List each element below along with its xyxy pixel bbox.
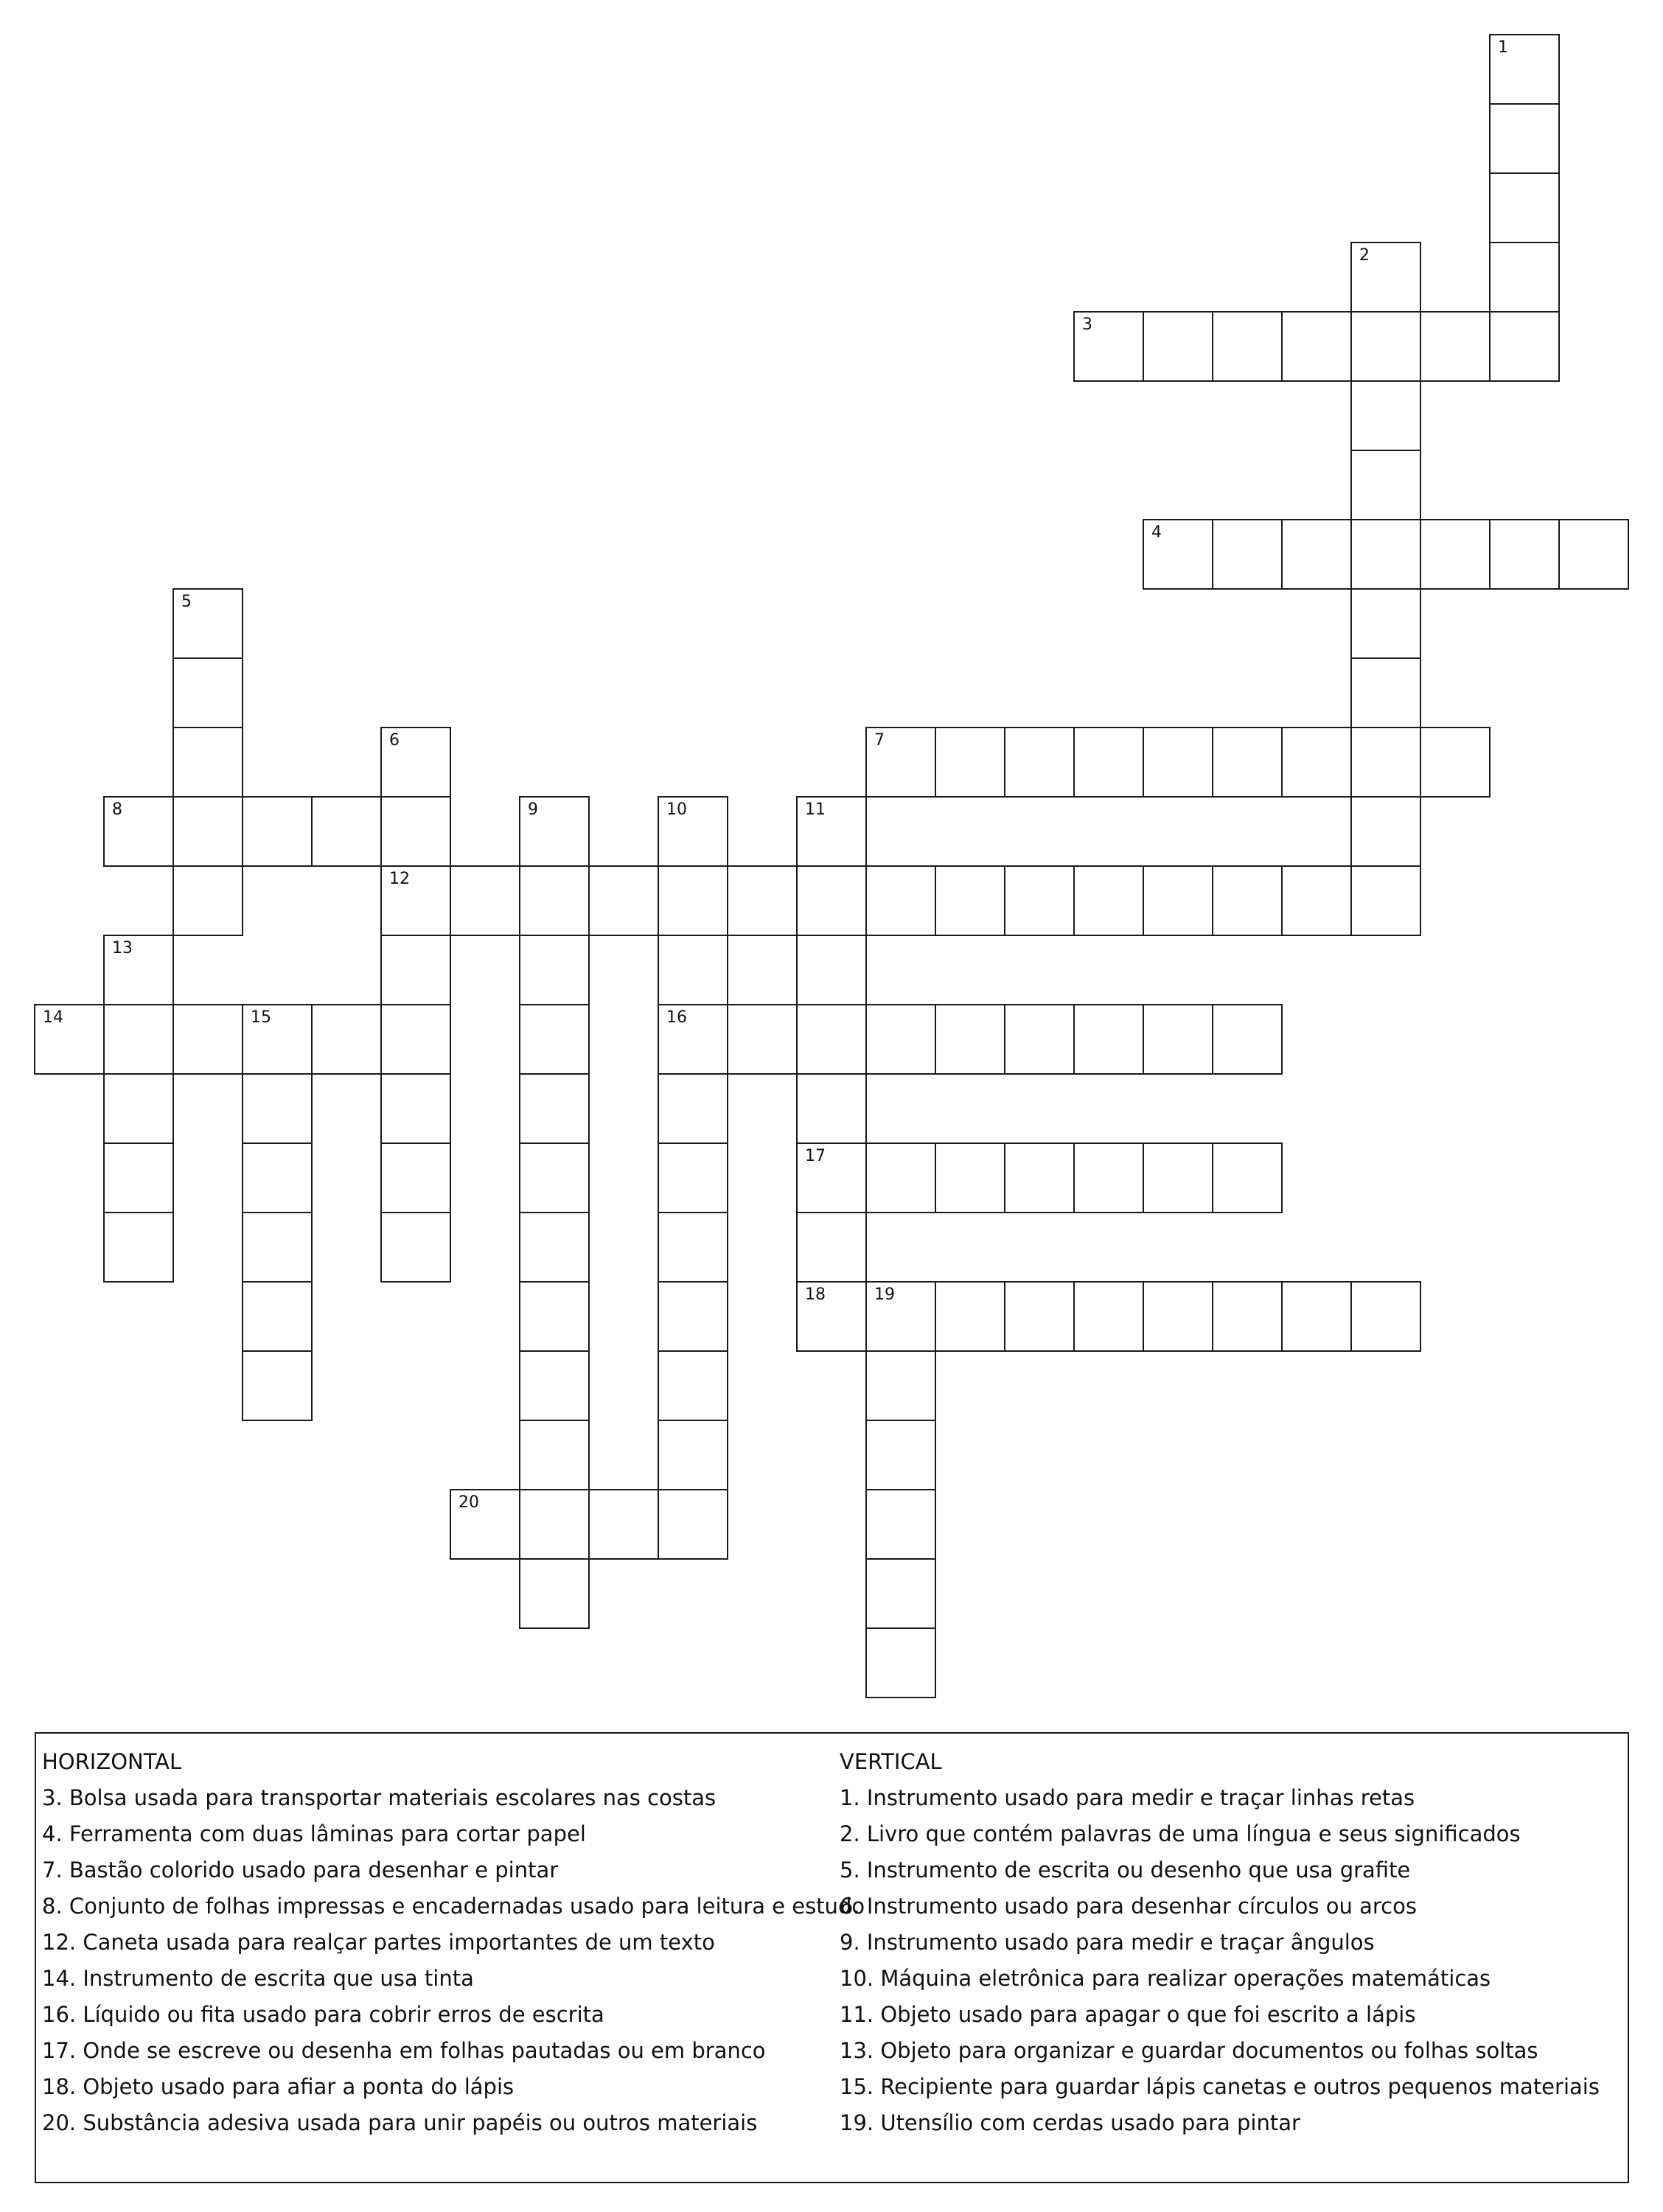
grid-cell[interactable]: [103, 1142, 174, 1213]
grid-cell[interactable]: [1212, 519, 1283, 590]
clue-number: 15: [251, 1008, 271, 1027]
grid-cell[interactable]: [1350, 588, 1421, 659]
grid-cell[interactable]: [935, 727, 1005, 798]
grid-cell[interactable]: [1489, 172, 1560, 243]
clue-number: 3: [1082, 315, 1092, 334]
clue-horizontal-14: 14. Instrumento de escrita que usa tinta: [42, 1966, 474, 1991]
grid-cell[interactable]: [519, 1212, 590, 1283]
clue-vertical-5: 5. Instrumento de escrita ou desenho que usa grafite: [840, 1857, 1411, 1883]
grid-cell[interactable]: [865, 1627, 936, 1698]
horizontal-clues: [42, 1744, 865, 2141]
clue-vertical-11: 11. Objeto usado para apagar o que foi escrito a lápis: [840, 2002, 1416, 2027]
grid-cell[interactable]: [1143, 727, 1213, 798]
grid-cell[interactable]: [242, 1350, 313, 1421]
clue-vertical-13: 13. Objeto para organizar e guardar documentos ou folhas soltas: [840, 2038, 1538, 2063]
grid-cell[interactable]: [380, 865, 451, 936]
grid-cell[interactable]: [1004, 865, 1075, 936]
clue-number: 1: [1498, 38, 1508, 57]
grid-cell[interactable]: [1143, 1004, 1213, 1075]
grid-cell[interactable]: [450, 865, 520, 936]
grid-cell[interactable]: [796, 1073, 867, 1144]
grid-cell[interactable]: [658, 865, 728, 936]
grid-cell[interactable]: [172, 657, 243, 728]
grid-cell[interactable]: [1420, 311, 1491, 382]
grid-cell[interactable]: [1420, 727, 1491, 798]
grid-cell[interactable]: [796, 1004, 867, 1075]
grid-cell[interactable]: [380, 1212, 451, 1283]
grid-cell[interactable]: [588, 1489, 659, 1560]
grid-cell[interactable]: [796, 1281, 867, 1352]
clue-number: 14: [43, 1008, 63, 1027]
grid-cell[interactable]: [311, 1004, 382, 1075]
grid-cell[interactable]: [1489, 242, 1560, 313]
grid-cell[interactable]: [865, 1350, 936, 1421]
grid-cell[interactable]: [242, 1212, 313, 1283]
clue-horizontal-8: 8. Conjunto de folhas impressas e encadernadas usado para leitura e estudo: [42, 1894, 865, 1919]
grid-cell[interactable]: [1489, 311, 1560, 382]
grid-cell[interactable]: [865, 1281, 936, 1352]
grid-cell[interactable]: [658, 1004, 728, 1075]
clue-horizontal-18: 18. Objeto usado para afiar a ponta do lápis: [42, 2074, 515, 2099]
clue-vertical-15: 15. Recipiente para guardar lápis canetas e outros pequenos materiais: [840, 2074, 1600, 2099]
grid-cell[interactable]: [172, 796, 243, 867]
clue-number: 10: [666, 800, 687, 819]
grid-cell[interactable]: [1350, 450, 1421, 520]
grid-cell[interactable]: [1004, 1281, 1075, 1352]
clue-number: 12: [389, 870, 410, 888]
grid-cell[interactable]: [172, 1004, 243, 1075]
grid-cell[interactable]: [519, 935, 590, 1005]
grid-cell[interactable]: [242, 1281, 313, 1352]
grid-cell[interactable]: [796, 865, 867, 936]
grid-cell[interactable]: [242, 1073, 313, 1144]
grid-cell[interactable]: [1073, 1281, 1144, 1352]
grid-cell[interactable]: [1489, 34, 1560, 105]
clue-horizontal-20: 20. Substância adesiva usada para unir papéis ou outros materiais: [42, 2110, 758, 2135]
clue-vertical-10: 10. Máquina eletrônica para realizar operações matemáticas: [840, 1966, 1491, 1991]
grid-cell[interactable]: [865, 1420, 936, 1490]
grid-cell[interactable]: [519, 1073, 590, 1144]
grid-cell[interactable]: [588, 865, 659, 936]
grid-cell[interactable]: [103, 935, 174, 1005]
clue-vertical-19: 19. Utensílio com cerdas usado para pintar: [840, 2110, 1300, 2135]
grid-cell[interactable]: [242, 1004, 313, 1075]
grid-cell[interactable]: [796, 1142, 867, 1213]
grid-cell[interactable]: [658, 935, 728, 1005]
grid-cell[interactable]: [380, 1004, 451, 1075]
grid-cell[interactable]: [865, 1489, 936, 1560]
grid-cell[interactable]: [1073, 865, 1144, 936]
grid-cell[interactable]: [311, 796, 382, 867]
grid-cell[interactable]: [1350, 311, 1421, 382]
grid-cell[interactable]: [172, 588, 243, 659]
grid-cell[interactable]: [172, 865, 243, 936]
grid-cell[interactable]: [796, 1212, 867, 1283]
grid-cell[interactable]: [865, 1004, 936, 1075]
grid-cell[interactable]: [519, 796, 590, 867]
grid-cell[interactable]: [865, 1558, 936, 1629]
grid-cell[interactable]: [103, 1212, 174, 1283]
grid-cell[interactable]: [1143, 1281, 1213, 1352]
grid-cell[interactable]: [450, 1489, 520, 1560]
grid-cell[interactable]: [658, 1073, 728, 1144]
grid-cell[interactable]: [380, 935, 451, 1005]
grid-cell[interactable]: [1350, 519, 1421, 590]
grid-cell[interactable]: [519, 1004, 590, 1075]
grid-cell[interactable]: [380, 1073, 451, 1144]
grid-cell[interactable]: [519, 1142, 590, 1213]
grid-cell[interactable]: [865, 1142, 936, 1213]
grid-cell[interactable]: [935, 1004, 1005, 1075]
clue-number: 4: [1151, 523, 1162, 542]
clue-horizontal-12: 12. Caneta usada para realçar partes importantes de um texto: [42, 1930, 715, 1955]
grid-cell[interactable]: [1350, 727, 1421, 798]
grid-cell[interactable]: [1073, 1004, 1144, 1075]
grid-cell[interactable]: [658, 1350, 728, 1421]
clue-horizontal-7: 7. Bastão colorido usado para desenhar e pintar: [42, 1857, 559, 1883]
grid-cell[interactable]: [1073, 1142, 1144, 1213]
grid-cell[interactable]: [658, 1489, 728, 1560]
grid-cell[interactable]: [1281, 727, 1352, 798]
grid-cell[interactable]: [519, 1558, 590, 1629]
grid-cell[interactable]: [935, 1281, 1005, 1352]
grid-cell[interactable]: [658, 1281, 728, 1352]
grid-cell[interactable]: [519, 1489, 590, 1560]
clue-number: 9: [528, 800, 538, 819]
clue-number: 19: [874, 1285, 895, 1304]
vertical-title: VERTICAL: [840, 1749, 942, 1774]
clue-number: 2: [1359, 246, 1370, 265]
grid-cell[interactable]: [519, 1350, 590, 1421]
grid-cell[interactable]: [1212, 1004, 1283, 1075]
grid-cell[interactable]: [1212, 311, 1283, 382]
grid-cell[interactable]: [1350, 657, 1421, 728]
grid-cell[interactable]: [172, 727, 243, 798]
grid-cell[interactable]: [103, 1004, 174, 1075]
grid-cell[interactable]: [242, 1142, 313, 1213]
grid-cell[interactable]: [103, 1073, 174, 1144]
grid-cell[interactable]: [1073, 727, 1144, 798]
grid-cell[interactable]: [727, 865, 798, 936]
grid-cell[interactable]: [34, 1004, 105, 1075]
grid-cell[interactable]: [1489, 519, 1560, 590]
grid-cell[interactable]: [1004, 1142, 1075, 1213]
grid-cell[interactable]: [935, 1142, 1005, 1213]
clue-vertical-9: 9. Instrumento usado para medir e traçar ângulos: [840, 1930, 1375, 1955]
clue-number: 17: [805, 1147, 826, 1165]
grid-cell[interactable]: [242, 796, 313, 867]
clue-number: 18: [805, 1285, 826, 1304]
grid-cell[interactable]: [1281, 1281, 1352, 1352]
grid-cell[interactable]: [1004, 727, 1075, 798]
clue-number: 5: [181, 593, 192, 611]
clue-vertical-2: 2. Livro que contém palavras de uma língua e seus significados: [840, 1821, 1521, 1846]
grid-cell[interactable]: [1350, 796, 1421, 867]
clue-number: 11: [805, 800, 826, 819]
grid-cell[interactable]: [865, 865, 936, 936]
grid-cell[interactable]: [1143, 865, 1213, 936]
grid-cell[interactable]: [1281, 311, 1352, 382]
clue-number: 6: [389, 731, 400, 750]
clue-number: 8: [112, 800, 122, 819]
grid-cell[interactable]: [1350, 380, 1421, 451]
clue-horizontal-16: 16. Líquido ou fita usado para cobrir erros de escrita: [42, 2002, 604, 2027]
grid-cell[interactable]: [1350, 865, 1421, 936]
clues-box: [35, 1732, 1629, 2183]
grid-cell[interactable]: [1143, 519, 1213, 590]
clue-vertical-6: 6. Instrumento usado para desenhar círculos ou arcos: [840, 1894, 1417, 1919]
grid-cell[interactable]: [519, 1420, 590, 1490]
grid-cell[interactable]: [658, 796, 728, 867]
clue-number: 13: [112, 939, 133, 957]
horizontal-title: HORIZONTAL: [42, 1749, 182, 1774]
grid-cell[interactable]: [1212, 727, 1283, 798]
vertical-clues: [840, 1744, 1621, 2141]
grid-cell[interactable]: [380, 727, 451, 798]
clue-number: 16: [666, 1008, 687, 1027]
clue-horizontal-3: 3. Bolsa usada para transportar materiais escolares nas costas: [42, 1785, 717, 1810]
grid-cell[interactable]: [796, 796, 867, 867]
grid-cell[interactable]: [1281, 865, 1352, 936]
grid-cell[interactable]: [658, 1142, 728, 1213]
grid-cell[interactable]: [1212, 1142, 1283, 1213]
clue-number: 20: [459, 1493, 479, 1512]
grid-cell[interactable]: [1073, 311, 1144, 382]
grid-cell[interactable]: [103, 796, 174, 867]
grid-cell[interactable]: [1212, 865, 1283, 936]
grid-cell[interactable]: [935, 865, 1005, 936]
grid-cell[interactable]: [658, 1420, 728, 1490]
clue-number: 7: [874, 731, 885, 750]
grid-cell[interactable]: [865, 727, 936, 798]
grid-cell[interactable]: [727, 1004, 798, 1075]
grid-cell[interactable]: [1004, 1004, 1075, 1075]
grid-cell[interactable]: [1143, 311, 1213, 382]
grid-cell[interactable]: [1420, 519, 1491, 590]
grid-cell[interactable]: [380, 1142, 451, 1213]
grid-cell[interactable]: [380, 796, 451, 867]
grid-cell[interactable]: [1281, 519, 1352, 590]
grid-cell[interactable]: [1489, 103, 1560, 174]
clue-vertical-1: 1. Instrumento usado para medir e traçar linhas retas: [840, 1785, 1415, 1810]
clue-horizontal-4: 4. Ferramenta com duas lâminas para cortar papel: [42, 1821, 586, 1846]
grid-cell[interactable]: [1212, 1281, 1283, 1352]
clue-horizontal-17: 17. Onde se escreve ou desenha em folhas pautadas ou em branco: [42, 2038, 766, 2063]
grid-cell[interactable]: [1350, 1281, 1421, 1352]
grid-cell[interactable]: [519, 1281, 590, 1352]
grid-cell[interactable]: [658, 1212, 728, 1283]
grid-cell[interactable]: [1143, 1142, 1213, 1213]
grid-cell[interactable]: [1558, 519, 1629, 590]
grid-cell[interactable]: [796, 935, 867, 1005]
grid-cell[interactable]: [519, 865, 590, 936]
grid-cell[interactable]: [1350, 242, 1421, 313]
